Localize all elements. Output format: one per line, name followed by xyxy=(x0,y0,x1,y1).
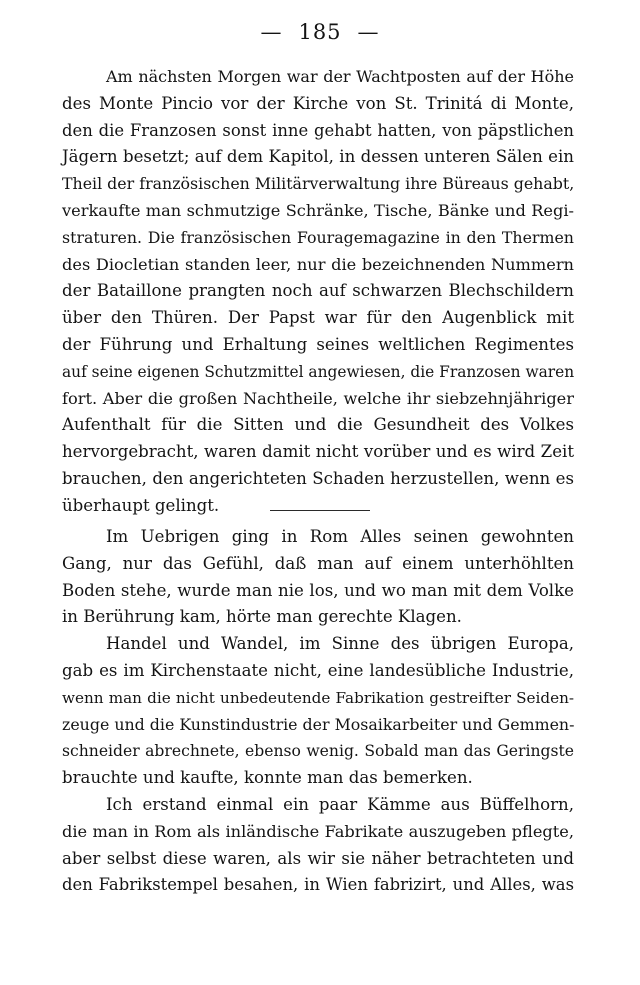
page-header xyxy=(0,20,640,44)
text-line: Aufenthalt für die Sitten und die Gesundheit des Volkes xyxy=(62,415,574,435)
page-number: 185 xyxy=(298,20,342,44)
text-line: hervorgebracht, waren damit nicht vorüber und es wird Zeit xyxy=(62,442,574,462)
text-line: straturen. Die französischen Fouragemagazine in den Thermen xyxy=(62,227,574,247)
text-line: Gang, nur das Gefühl, daß man auf einem unterhöhlten xyxy=(62,553,574,573)
section-2-text xyxy=(62,524,574,899)
text-line: Am nächsten Morgen war der Wachtposten auf der Höhe xyxy=(106,67,574,86)
text-line: gab es im Kirchenstaate nicht, eine landesübliche Industrie, xyxy=(62,660,574,680)
text-line: Im Uebrigen ging in Rom Alles seinen gewohnten xyxy=(106,527,574,546)
text-line: schneider abrechnete, ebenso wenig. Sobald man das Geringste xyxy=(62,742,574,761)
text-line: des Diocletian standen leer, nur die bezeichnenden Nummern xyxy=(62,254,574,274)
text-line: der Führung und Erhaltung seines weltlichen Regimentes xyxy=(62,334,574,354)
section-1-text xyxy=(62,64,574,520)
text-line: der Bataillone prangten noch auf schwarzen Blechschildern xyxy=(62,281,574,301)
text-line: Ich erstand einmal ein paar Kämme aus Büffelhorn, xyxy=(106,794,574,814)
text-line: brauchte und kaufte, konnte man das bemerken. xyxy=(62,768,473,788)
text-line: über den Thüren. Der Papst war für den Augenblick mit xyxy=(62,308,574,328)
text-line: in Berührung kam, hörte man gerechte Klagen. xyxy=(62,607,462,627)
text-line: wenn man die nicht unbedeutende Fabrikation gestreifter Seiden- xyxy=(62,688,574,707)
text-line: Handel und Wandel, im Sinne des übrigen Europa, xyxy=(106,634,574,654)
text-line: aber selbst diese waren, als wir sie näher betrachteten und xyxy=(62,848,574,868)
text-line: die man in Rom als inländische Fabrikate auszugeben pflegte, xyxy=(62,821,574,841)
text-line: Boden stehe, wurde man nie los, und wo man mit dem Volke xyxy=(62,580,574,600)
text-line: Theil der französischen Militärverwaltung ihre Büreaus gehabt, xyxy=(62,174,575,194)
text-line: verkaufte man schmutzige Schränke, Tische, Bänke und Regi- xyxy=(62,200,574,220)
header-dash-right: — xyxy=(357,20,380,44)
text-line: zeuge und die Kunstindustrie der Mosaikarbeiter und Gemmen- xyxy=(62,714,575,734)
text-line: fort. Aber die großen Nachtheile, welche ihr siebzehnjähriger xyxy=(62,388,574,408)
section-divider xyxy=(270,510,370,511)
text-line: Jägern besetzt; auf dem Kapitol, in dessen unteren Sälen ein xyxy=(62,147,574,167)
text-line: den die Franzosen sonst inne gehabt hatten, von päpstlichen xyxy=(62,120,574,140)
text-line: auf seine eigenen Schutzmittel angewiesen, die Franzosen waren xyxy=(62,362,575,381)
header-dash-left: — xyxy=(260,20,283,44)
text-line: brauchen, den angerichteten Schaden herzustellen, wenn es xyxy=(62,468,574,488)
text-line: den Fabrikstempel besahen, in Wien fabrizirt, und Alles, was xyxy=(62,875,574,895)
text-line: des Monte Pincio vor der Kirche von St. Trinitá di Monte, xyxy=(62,93,574,113)
text-line: überhaupt gelingt. xyxy=(62,495,220,515)
